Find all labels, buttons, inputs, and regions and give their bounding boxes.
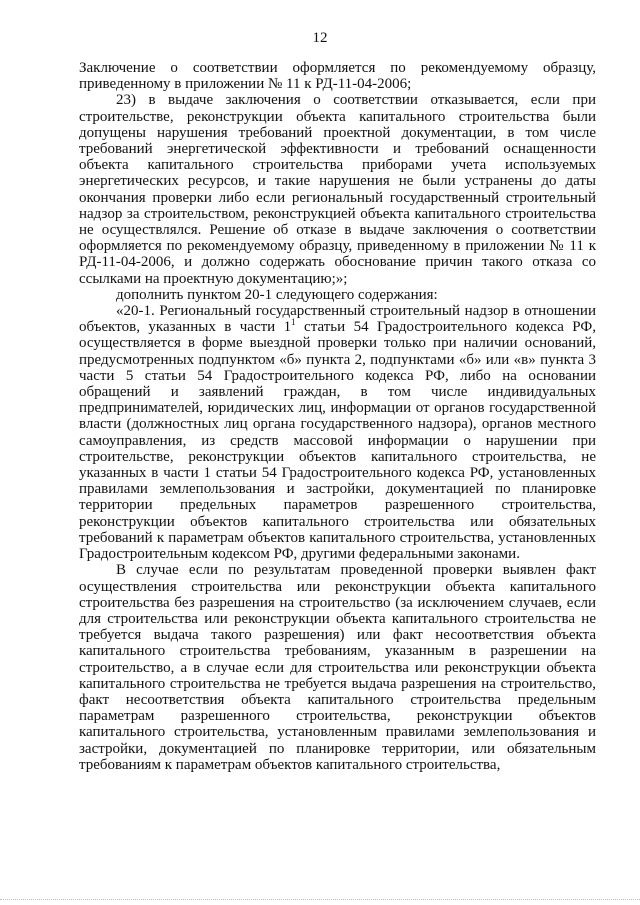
page-number: 12 <box>312 30 328 46</box>
superscript-1: 1 <box>291 317 296 328</box>
paragraph-item-20-1 <box>79 303 596 562</box>
paragraph-item-23: 23) в выдаче заключения о соответствии отказывается, если при строительстве, реконструкции объекта капитального строительства были допущены нарушения требований проектной документации, в том числе требований энергетической эффективности и требований оснащенности объекта капитального строительства приборами учета используемых энергетических ресурсов, и такие нарушения не были устранены до даты окончания проверки либо если региональный государственный строительный надзор за строительством, реконструкцией объекта капитального строительства не осуществлялся. Решение об отказе в выдаче заключения о соответствии оформляется по рекомендуемому образцу, приведенному в приложении № 11 к РД-11-04-2006, и должно содержать обоснование причин такого отказа со ссылками на проектную документацию;»; <box>79 92 596 287</box>
document-body <box>79 60 596 773</box>
paragraph-violation-detected: В случае если по результатам проведенной проверки выявлен факт осуществления строительства или реконструкции объекта капитального строительства без разрешения на строительство (за исключением случаев, если для строительства или реконструкции объекта капитального строительства не требуется выдача такого разрешения) или факт несоответствия объекта капитального строительства требованиям, указанным в разрешении на строительство, а в случае если для строительства или реконструкции объекта капитального строительства не требуется выдача разрешения на строительство, факт несоответствия объекта капитального строительства предельным параметрам разрешенного строительства, реконструкции объектов капитального строительства, установленным правилами землепользования и застройки, документацией по планировке территории, или обязательным требованиям к параметрам объектов капитального строительства, <box>79 562 596 773</box>
scan-edge-line <box>0 899 640 901</box>
paragraph-item-20-1-text-start: «20-1. Региональный государственный строительный надзор в отношении объектов, указанных в части 1 <box>79 303 596 336</box>
paragraph-conclusion-form: Заключение о соответствии оформляется по рекомендуемому образцу, приведенному в приложении № 11 к РД-11-04-2006; <box>79 60 596 93</box>
paragraph-add-item-20-1: дополнить пунктом 20-1 следующего содержания: <box>116 286 438 303</box>
paragraph-item-20-1-text-end: статьи 54 Градостроительного кодекса РФ, осуществляется в форме выездной проверки только при наличии оснований, предусмотренных подпунктом «б» пункта 2, подпунктами «б» или «в» пункта 3 части 5 статьи 54 Градостроительного кодекса РФ, либо на основании обращений и заявлений граждан, в том числе индивидуальных предпринимателей, юридических лиц, информации от органов государственной власти (должностных лиц органа государственного надзора), органов местного самоуправления, из средств массовой информации о нарушении при строительстве, реконструкции объектов капитального строительства, не указанных в части 1 статьи 54 Градостроительного кодекса РФ, установленных правилами землепользования и застройки, документацией по планировке территории предельных параметров разрешенного строительства, реконструкции объектов капитального строительства или обязательных требований к параметрам объектов капитального строительства, установленных Градостроительным кодексом РФ, другими федеральными законами. <box>79 319 596 563</box>
